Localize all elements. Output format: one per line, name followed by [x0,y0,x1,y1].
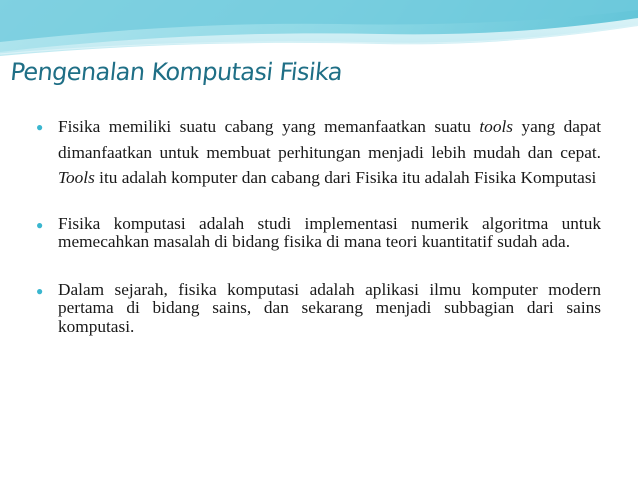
bullet-icon: ● [36,120,44,134]
slide-title: Pengenalan Komputasi Fisika [9,58,344,86]
header-wave-banner [0,0,638,60]
bullet-list [36,118,601,336]
bullet-text: Dalam sejarah, fisika komputasi adalah aplikasi ilmu komputer modern pertama di bidang sains, dan sekarang menjadi subbagian dari sains komputasi. [58,279,601,336]
bullet-icon: ● [36,283,44,298]
bullet-text: Fisika komputasi adalah studi implementasi numerik algoritma untuk memecahkan masalah di bidang fisika di mana teori kuantitatif sudah ada. [58,213,601,251]
bullet-item [36,114,601,191]
bullet-item [36,281,601,337]
bullet-text: Fisika memiliki suatu cabang yang memanfaatkan suatu tools yang dapat dimanfaatkan untuk membuat perhitungan menjadi lebih mudah dan cepat. Tools itu adalah komputer dan cabang dari Fisika itu adalah Fisika Komputasi [58,117,602,187]
bullet-icon: ● [36,217,44,232]
bullet-item [36,215,601,252]
